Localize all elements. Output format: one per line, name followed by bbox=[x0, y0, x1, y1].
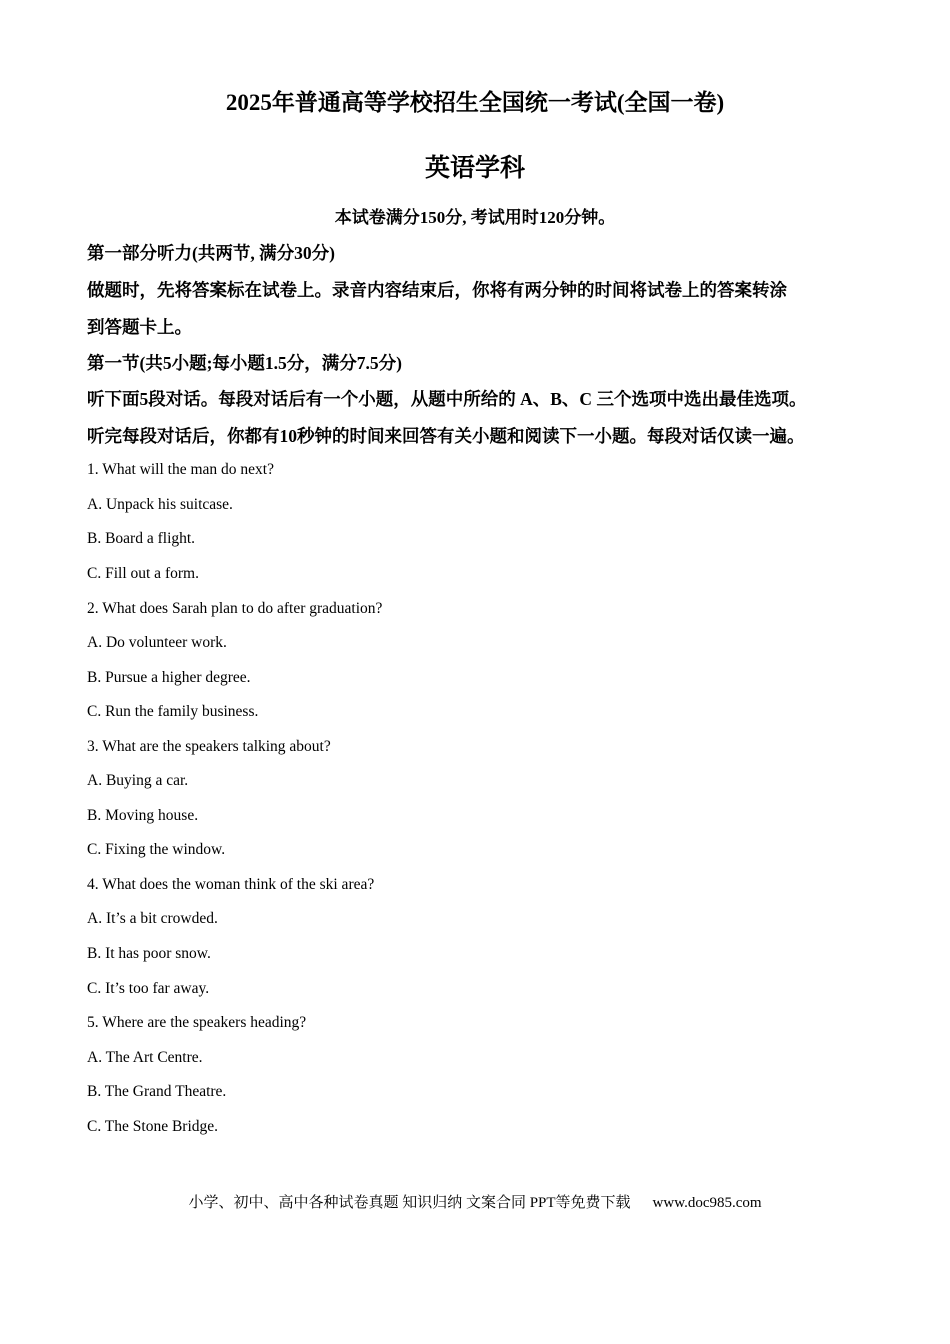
question-option: C. The Stone Bridge. bbox=[87, 1118, 219, 1135]
question-stem: 5. Where are the speakers heading? bbox=[87, 1014, 307, 1031]
section1-instruction-line1: 听下面5段对话。每段对话后有一个小题，从题中所给的 A、B、C 三个选项中选出最佳选项。 bbox=[87, 389, 807, 409]
question-option: C. It’s too far away. bbox=[87, 980, 210, 997]
question-option: B. The Grand Theatre. bbox=[87, 1083, 227, 1100]
part1-instruction-line1: 做题时，先将答案标在试卷上。录音内容结束后，你将有两分钟的时间将试卷上的答案转涂 bbox=[87, 280, 787, 300]
question-option: C. Run the family business. bbox=[87, 703, 259, 720]
footer-url[interactable]: www.doc985.com bbox=[652, 1195, 762, 1211]
score-time-note: 本试卷满分150分, 考试用时120分钟。 bbox=[334, 208, 616, 227]
question-stem: 2. What does Sarah plan to do after graduation? bbox=[87, 600, 383, 617]
question-stem: 1. What will the man do next? bbox=[87, 461, 274, 478]
question-option: B. It has poor snow. bbox=[87, 945, 211, 962]
question-stem: 3. What are the speakers talking about? bbox=[87, 738, 331, 755]
question-option: B. Pursue a higher degree. bbox=[87, 669, 251, 686]
question-option: B. Moving house. bbox=[87, 807, 199, 824]
part1-heading: 第一部分听力(共两节, 满分30分) bbox=[87, 243, 335, 263]
question-option: A. Do volunteer work. bbox=[87, 634, 227, 651]
question-option: A. The Art Centre. bbox=[87, 1049, 203, 1066]
question-option: A. It’s a bit crowded. bbox=[87, 910, 218, 927]
question-option: A. Buying a car. bbox=[87, 772, 189, 789]
footer-text: 小学、初中、高中各种试卷真题 知识归纳 文案合同 PPT等免费下载 bbox=[188, 1195, 631, 1211]
subject-title: 英语学科 bbox=[424, 155, 525, 182]
question-option: C. Fixing the window. bbox=[87, 841, 226, 858]
exam-title: 2025年普通高等学校招生全国统一考试(全国一卷) bbox=[225, 90, 725, 115]
question-stem: 4. What does the woman think of the ski area? bbox=[87, 876, 375, 893]
question-option: C. Fill out a form. bbox=[87, 565, 199, 582]
page-footer bbox=[0, 1191, 950, 1212]
question-option: B. Board a flight. bbox=[87, 530, 196, 547]
question-option: A. Unpack his suitcase. bbox=[87, 496, 233, 513]
part1-instruction-line2: 到答题卡上。 bbox=[87, 317, 192, 337]
section1-heading: 第一节(共5小题;每小题1.5分，满分7.5分) bbox=[87, 353, 402, 373]
section1-instruction-line2: 听完每段对话后，你都有10秒钟的时间来回答有关小题和阅读下一小题。每段对话仅读一遍。 bbox=[87, 426, 805, 446]
